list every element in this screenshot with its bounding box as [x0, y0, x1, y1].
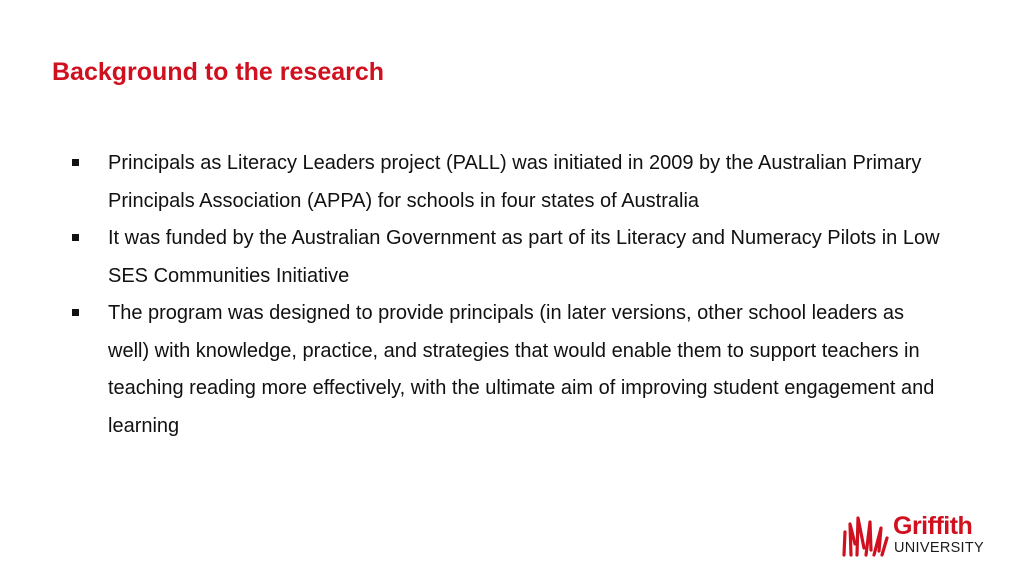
bullet-list: [68, 145, 948, 445]
square-bullet-icon: [72, 309, 79, 316]
griffith-flame-icon: [840, 514, 890, 558]
bullet-item: [68, 145, 948, 220]
bullet-text: Principals as Literacy Leaders project (PALL) was initiated in 2009 by the Australian Primary Principals Association (APPA) for schools in four states of Australia: [108, 152, 922, 212]
bullet-item: [68, 220, 948, 295]
slide-title: Background to the research: [52, 58, 385, 86]
griffith-university-logo: [840, 512, 1002, 560]
logo-wordmark: Griffith: [893, 512, 973, 540]
bullet-text: It was funded by the Australian Government as part of its Literacy and Numeracy Pilots in Low SES Communities Initiative: [108, 227, 940, 287]
square-bullet-icon: [72, 159, 79, 166]
bullet-item: [68, 295, 948, 445]
logo-subtitle: UNIVERSITY: [894, 540, 985, 556]
bullet-text: The program was designed to provide principals (in later versions, other school leaders as well) with knowledge, practice, and strategies that would enable them to support teachers in teaching reading more effectively, with the ultimate aim of improving student engagement and learning: [108, 302, 935, 437]
square-bullet-icon: [72, 234, 79, 241]
